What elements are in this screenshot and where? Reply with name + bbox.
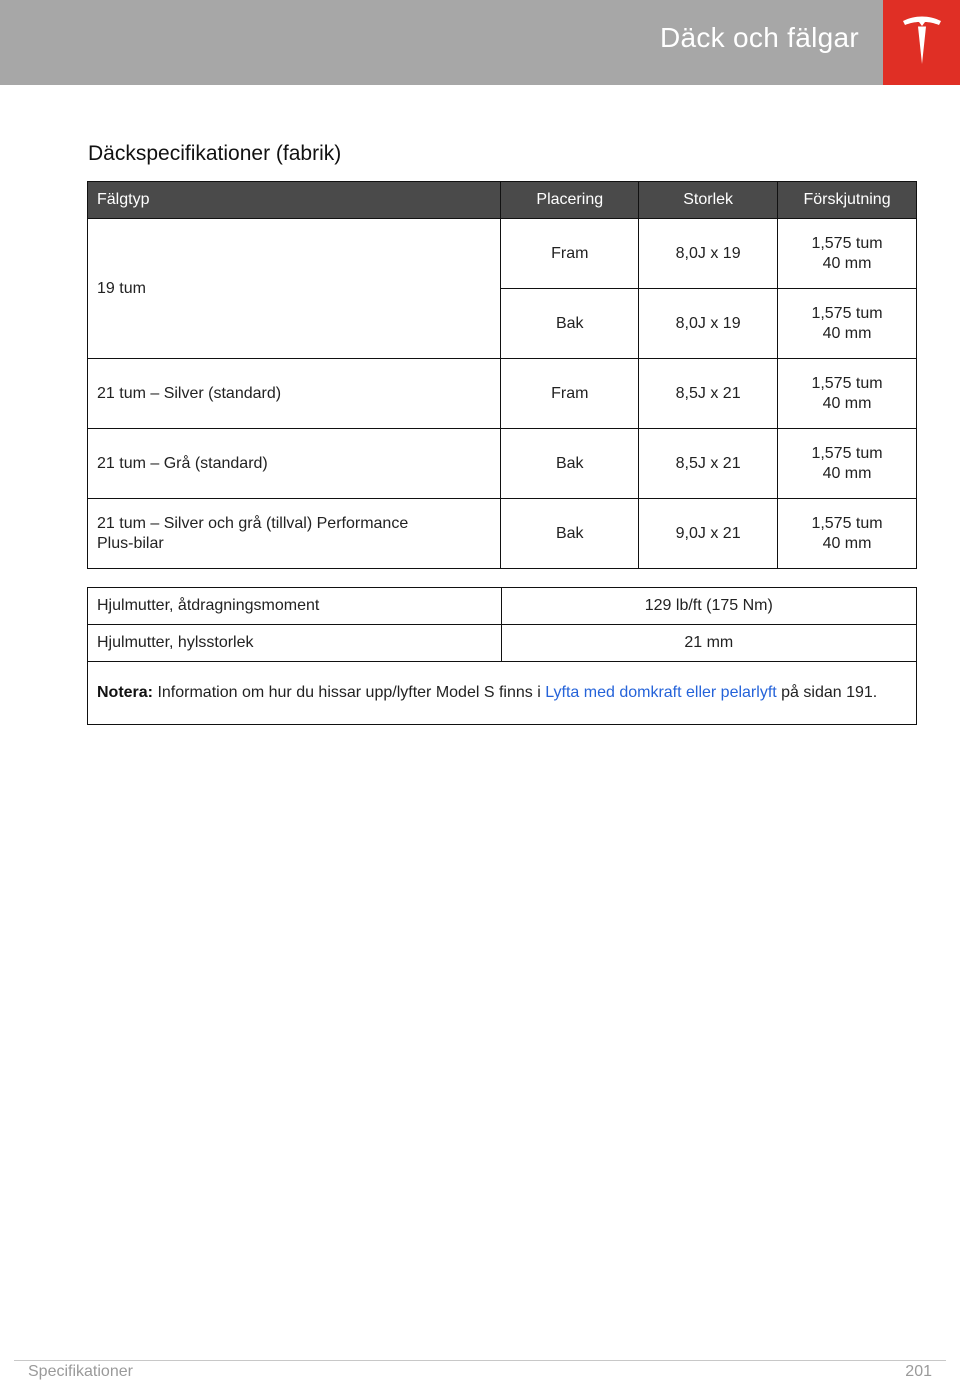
offset-mm: 40 mm [822,324,872,342]
socket-size-label: Hjulmutter, hylsstorlek [88,625,502,662]
offset-cell [778,359,917,429]
offset-cell [778,429,917,499]
torque-label: Hjulmutter, åtdragningsmoment [88,588,502,625]
note-label: Notera: [97,684,154,701]
offset-in: 1,575 tum [811,374,883,392]
header-bar [0,0,883,85]
size-cell: 9,0J x 21 [639,499,778,569]
jacking-lifting-link[interactable]: Lyfta med domkraft eller pelarlyft [545,684,777,701]
footer-divider [14,1360,946,1361]
tire-spec-table [87,181,917,569]
offset-cell [778,219,917,289]
note-row [88,662,917,725]
rim-type-line-1: 21 tum – Silver och grå (tillval) Performance [97,514,409,532]
offset-cell [778,289,917,359]
table-row [88,499,917,569]
header-placement: Placering [501,182,639,219]
size-cell: 8,5J x 21 [639,429,778,499]
torque-value: 129 lb/ft (175 Nm) [501,588,916,625]
placement-cell: Bak [501,429,639,499]
rim-type-line-2: Plus-bilar [97,534,164,552]
placement-cell: Fram [501,359,639,429]
offset-mm: 40 mm [822,464,872,482]
header-rim-type: Fälgtyp [88,182,501,219]
footer-section-name: Specifikationer [28,1363,133,1380]
rim-type-cell: 19 tum [88,219,501,359]
offset-in: 1,575 tum [811,514,883,532]
size-cell: 8,0J x 19 [639,289,778,359]
rim-type-cell: 21 tum – Grå (standard) [88,429,501,499]
section-title: Däckspecifikationer (fabrik) [88,142,342,165]
table-row [88,219,917,289]
header-offset: Förskjutning [778,182,917,219]
rim-type-cell: 21 tum – Silver (standard) [88,359,501,429]
table-row [88,359,917,429]
offset-cell [778,499,917,569]
header-size: Storlek [639,182,778,219]
table-header-row [88,182,917,219]
note-text-after: på sidan 191. [776,684,878,701]
socket-size-value: 21 mm [501,625,916,662]
table-row [88,588,917,625]
tesla-logo-icon [901,16,943,66]
table-row [88,625,917,662]
note-cell [88,662,917,725]
offset-mm: 40 mm [822,534,872,552]
placement-cell: Fram [501,219,639,289]
footer-page-number: 201 [905,1363,932,1380]
note-text-before: Information om hur du hissar upp/lyfter Model S finns i [153,684,546,701]
offset-mm: 40 mm [822,254,872,272]
offset-in: 1,575 tum [811,234,883,252]
offset-mm: 40 mm [822,394,872,412]
offset-in: 1,575 tum [811,304,883,322]
size-cell: 8,0J x 19 [639,219,778,289]
offset-in: 1,575 tum [811,444,883,462]
table-row [88,429,917,499]
page-title: Däck och fälgar [659,22,859,53]
placement-cell: Bak [501,499,639,569]
size-cell: 8,5J x 21 [639,359,778,429]
brand-logo-box [883,0,960,85]
wheel-nut-table [87,587,917,725]
placement-cell: Bak [501,289,639,359]
rim-type-cell [88,499,501,569]
